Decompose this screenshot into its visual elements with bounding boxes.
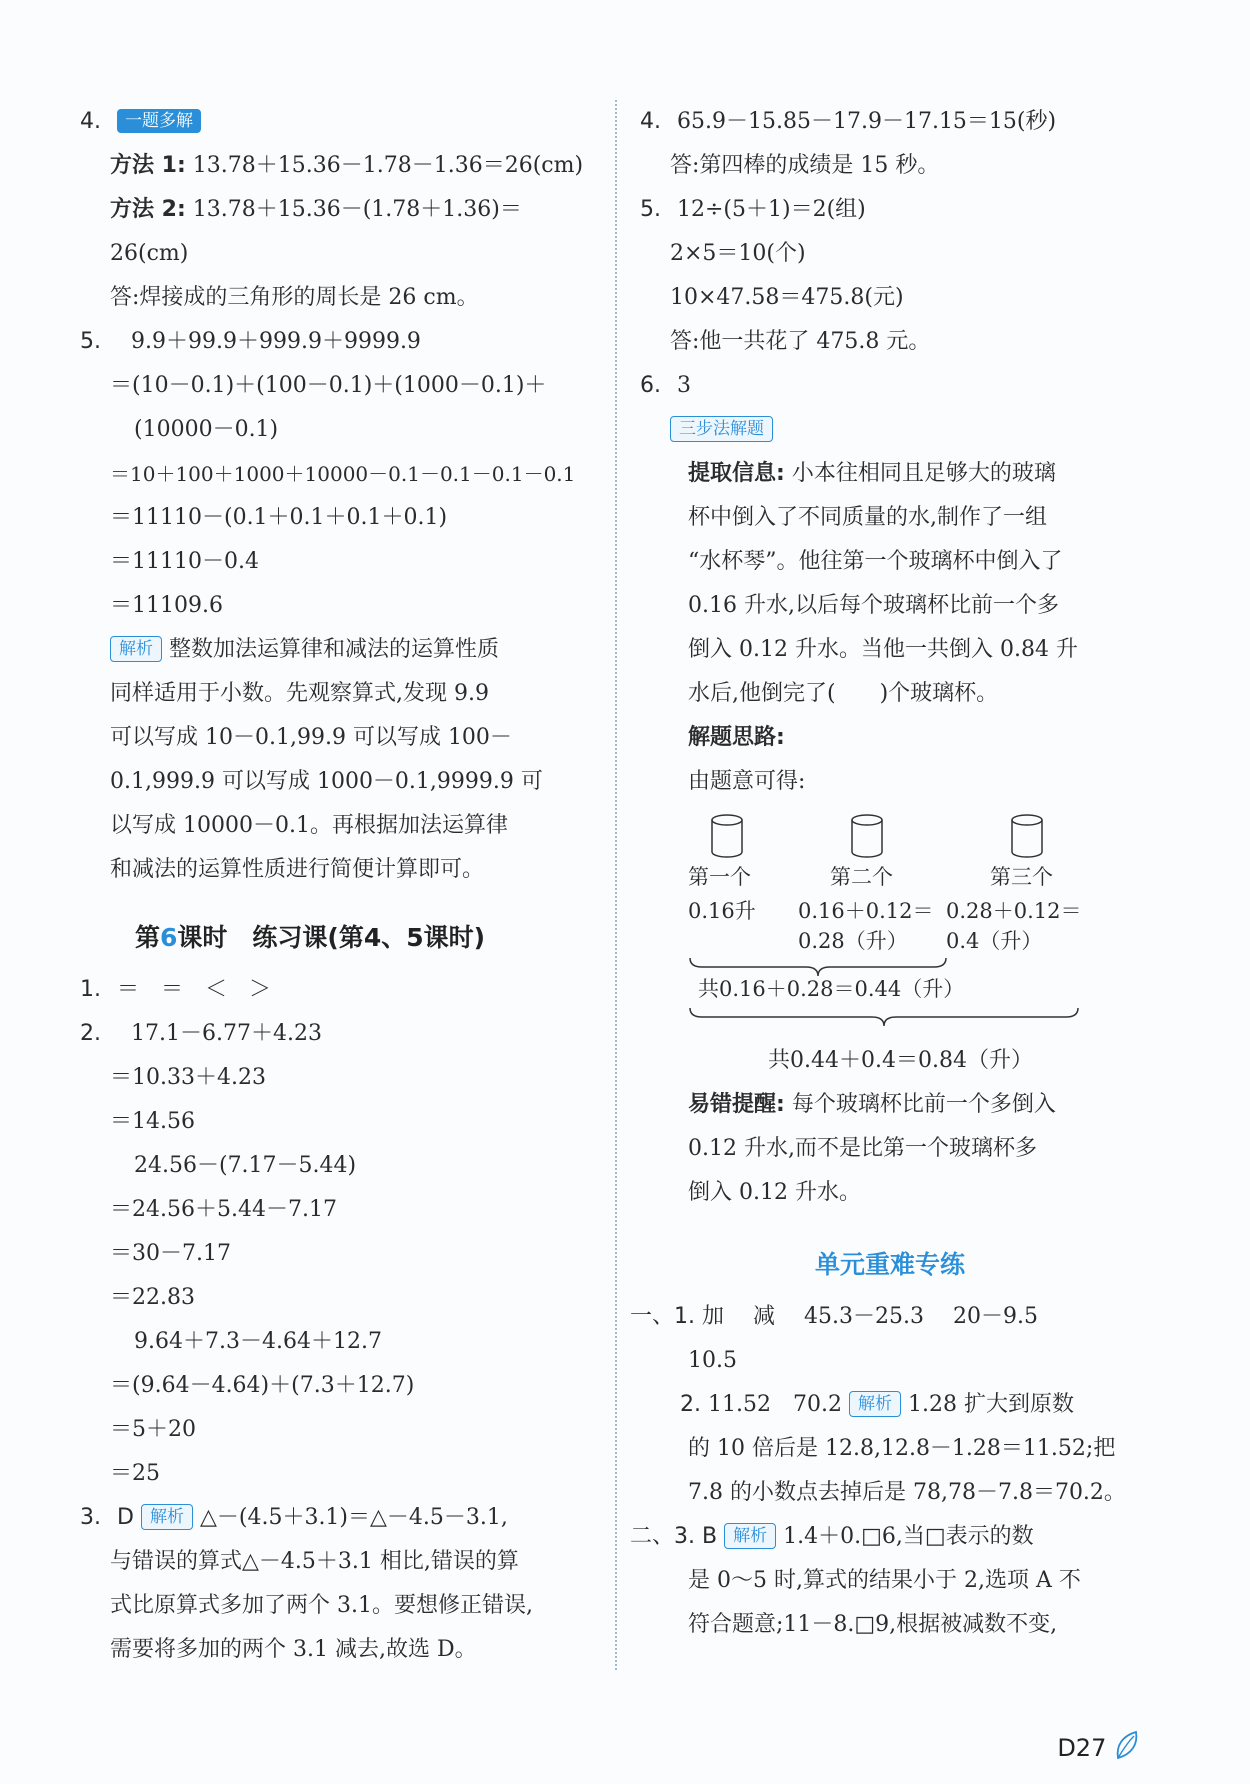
analysis-line: 解析 整数加法运算律和减法的运算性质 [80, 628, 600, 672]
q5-line: (10000－0.1) [134, 417, 279, 442]
q5-line: ＝10＋100＋1000＋10000－0.1－0.1－0.1－0.1 [110, 462, 576, 486]
p2-line: ＝25 [110, 1461, 160, 1486]
analysis-line: 以写成 10000－0.1。再根据加法运算律 [110, 813, 508, 838]
warn-line: 0.12 升水,而不是比第一个玻璃杯多 [688, 1136, 1037, 1161]
u2-line: 的 10 倍后是 12.8,12.8－1.28＝11.52;把 [688, 1436, 1116, 1461]
unit-q1-cont: 10.5 [688, 1348, 737, 1373]
question-4: 4. 一题多解 [80, 100, 600, 144]
cup-1-value: 0.16升 [688, 899, 756, 923]
method-2: 方法 2: 13.78＋15.36－(1.78＋1.36)＝ [110, 197, 522, 222]
cup-2-calc: 0.16＋0.12＝ [798, 899, 934, 923]
p3-line: 式比原算式多加了两个 3.1。要想修正错误, [110, 1593, 533, 1618]
q5-line: ＝(10－0.1)＋(100－0.1)＋(1000－0.1)＋ [110, 373, 547, 398]
analysis-tag: 解析 [724, 1523, 776, 1549]
right-column [630, 100, 1140, 1647]
r-question-6: 6. 3 [640, 373, 691, 398]
analysis-tag: 解析 [849, 1391, 901, 1417]
cup-3-label: 第三个 [990, 865, 1053, 889]
cup-1-label: 第一个 [688, 865, 751, 889]
question-5: 5. 9.9＋99.9＋999.9＋9999.9 [80, 329, 421, 354]
sum-1: 共0.16＋0.28＝0.44（升） [698, 977, 965, 1001]
warn-line: 易错提醒: 每个玻璃杯比前一个多倒入 [688, 1092, 1056, 1117]
p2-line: ＝14.56 [110, 1109, 195, 1134]
sum-2: 共0.44＋0.4＝0.84（升） [768, 1048, 1033, 1073]
u3-line: 符合题意;11－8.□9,根据被减数不变, [688, 1612, 1058, 1637]
unit-title: 单元重难专练 [814, 1250, 965, 1279]
practice-2: 2. 17.1－6.77＋4.23 [80, 1021, 322, 1046]
r-question-4: 4. 65.9－15.85－17.9－17.15＝15(秒) [640, 109, 1057, 134]
leaf-icon [1114, 1730, 1140, 1760]
analysis-line: 同样适用于小数。先观察算式,发现 9.9 [110, 681, 489, 706]
info-line: 杯中倒入了不同质量的水,制作了一组 [688, 505, 1047, 530]
unit-q2: 2. 11.52 70.2 解析 1.28 扩大到原数 [680, 1392, 1074, 1417]
cup-3-value: 0.4（升） [946, 929, 1043, 953]
info-line: “水杯琴”。他往第一个玻璃杯中倒入了 [688, 549, 1063, 574]
cup-diagram [688, 804, 1128, 1039]
unit-q1: 一、1. 加 减 45.3－25.3 20－9.5 [630, 1304, 1038, 1329]
think-text: 由题意可得: [688, 769, 806, 794]
p2-line: ＝24.56＋5.44－7.17 [110, 1197, 337, 1222]
three-step-tag: 三步法解题 [670, 416, 773, 442]
p2-line: 9.64＋7.3－4.64＋12.7 [134, 1329, 382, 1354]
analysis-line: 0.1,999.9 可以写成 1000－0.1,9999.9 可 [110, 769, 543, 794]
practice-3: 3. D 解析 △－(4.5＋3.1)＝△－4.5－3.1, [80, 1505, 508, 1530]
page-number: D27 [1057, 1730, 1140, 1762]
cup-icon [710, 814, 744, 858]
think-label: 解题思路: [688, 725, 785, 750]
info-line: 0.16 升水,以后每个玻璃杯比前一个多 [688, 593, 1059, 618]
cup-icon [1010, 814, 1044, 858]
p2-line: ＝(9.64－4.64)＋(7.3＋12.7) [110, 1373, 415, 1398]
p2-line: ＝10.33＋4.23 [110, 1065, 266, 1090]
p3-line: 与错误的算式△－4.5＋3.1 相比,错误的算 [110, 1549, 519, 1574]
r-answer-4: 答:第四棒的成绩是 15 秒。 [670, 153, 940, 178]
cup-icon [850, 814, 884, 858]
cup-2-label: 第二个 [830, 865, 893, 889]
r5-line: 2×5＝10(个) [670, 241, 806, 266]
brace-icon [688, 1006, 1080, 1028]
multi-solution-tag: 一题多解 [117, 109, 201, 133]
q5-line: ＝11110－(0.1＋0.1＋0.1＋0.1) [110, 505, 448, 530]
q5-line: ＝11110－0.4 [110, 549, 259, 574]
cup-3-calc: 0.28＋0.12＝ [946, 899, 1082, 923]
u3-line: 是 0～5 时,算式的结果小于 2,选项 A 不 [688, 1568, 1081, 1593]
r5-line: 10×47.58＝475.8(元) [670, 285, 904, 310]
warn-line: 倒入 0.12 升水。 [688, 1180, 861, 1205]
r-question-5: 5. 12÷(5＋1)＝2(组) [640, 197, 866, 222]
p2-line: ＝22.83 [110, 1285, 195, 1310]
unit-q3: 二、3. B 解析 1.4＋0.□6,当□表示的数 [630, 1524, 1034, 1549]
p2-line: ＝5＋20 [110, 1417, 196, 1442]
analysis-line: 和减法的运算性质进行简便计算即可。 [110, 857, 485, 882]
analysis-tag: 解析 [141, 1504, 193, 1530]
r5-line: 答:他一共花了 475.8 元。 [670, 329, 931, 354]
analysis-tag: 解析 [110, 636, 162, 662]
practice-1: 1. ＝ ＝ ＜ ＞ [80, 977, 272, 1002]
answer-4: 答:焊接成的三角形的周长是 26 cm。 [110, 285, 479, 310]
q5-line: ＝11109.6 [110, 593, 223, 618]
analysis-line: 可以写成 10－0.1,99.9 可以写成 100－ [110, 725, 512, 750]
info-line: 倒入 0.12 升水。当他一共倒入 0.84 升 [688, 637, 1078, 662]
method-1: 方法 1: 13.78＋15.36－1.78－1.36＝26(cm) [110, 153, 584, 178]
p2-line: 24.56－(7.17－5.44) [134, 1153, 357, 1178]
three-step-tag-line [640, 408, 1140, 452]
info-line: 水后,他倒完了( )个玻璃杯。 [688, 681, 999, 706]
method-2-cont: 26(cm) [110, 241, 189, 266]
p2-line: ＝30－7.17 [110, 1241, 231, 1266]
p3-line: 需要将多加的两个 3.1 减去,故选 D。 [110, 1637, 477, 1662]
lesson-title: 第6课时 练习课(第4、5课时) [135, 923, 486, 952]
cup-2-value: 0.28（升） [798, 929, 908, 953]
info-line: 提取信息: 小本往相同且足够大的玻璃 [688, 461, 1056, 486]
left-column [80, 100, 600, 1672]
column-divider [615, 100, 617, 1670]
u2-line: 7.8 的小数点去掉后是 78,78－7.8＝70.2。 [688, 1480, 1126, 1505]
